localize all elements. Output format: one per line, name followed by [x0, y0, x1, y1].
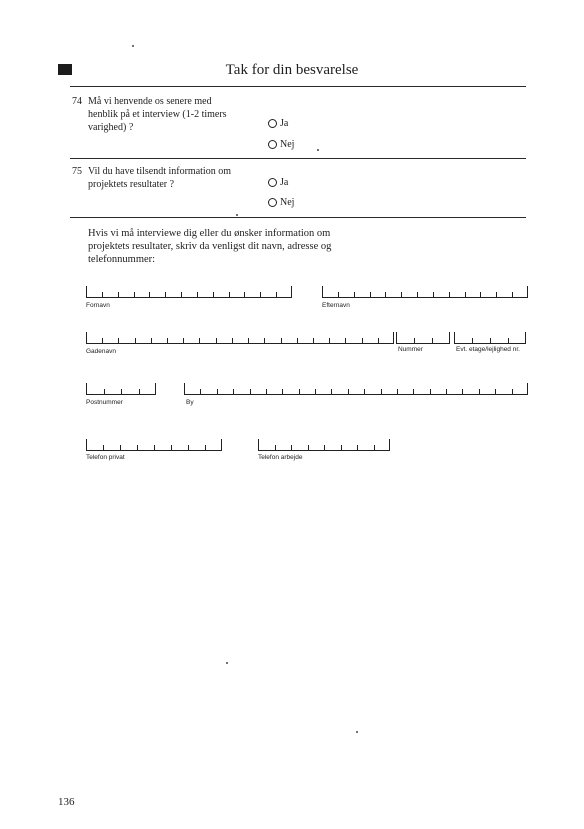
telefon-arbejde-label: Telefon arbejde: [258, 454, 303, 461]
field-tick: [266, 389, 267, 394]
field-tick: [446, 389, 447, 394]
field-tick: [205, 445, 206, 450]
question-75-text: Vil du have tilsendt information om projektets resultater ?: [88, 166, 231, 190]
field-tick: [135, 338, 136, 343]
question-74-text: Må vi henvende os senere med henblik på et interview (1-2 timers varighed) ?: [88, 96, 227, 133]
field-tick: [216, 338, 217, 343]
option-label: Nej: [280, 197, 295, 208]
ink-speck: [317, 149, 319, 151]
question-74-number: 74: [72, 96, 82, 107]
scan-speck: [236, 214, 238, 216]
radio-circle-icon[interactable]: [268, 198, 277, 207]
efternavn-label: Efternavn: [322, 302, 350, 309]
field-tick: [233, 389, 234, 394]
field-tick: [244, 292, 245, 297]
postnummer-field[interactable]: [86, 383, 156, 395]
field-tick: [496, 292, 497, 297]
etage-field[interactable]: [454, 332, 526, 344]
field-tick: [512, 389, 513, 394]
by-label: By: [186, 399, 194, 406]
option-label: Ja: [280, 177, 289, 188]
field-tick: [324, 445, 325, 450]
field-tick: [472, 338, 473, 343]
field-tick: [197, 292, 198, 297]
field-tick: [381, 389, 382, 394]
field-tick: [490, 338, 491, 343]
field-tick: [495, 389, 496, 394]
field-tick: [414, 338, 415, 343]
page-title: Tak for din besvarelse: [225, 62, 359, 78]
field-tick: [232, 338, 233, 343]
field-tick: [183, 338, 184, 343]
fornavn-field[interactable]: [86, 286, 292, 298]
radio-circle-icon[interactable]: [268, 140, 277, 149]
contact-instructions: Hvis vi må interviewe dig eller du ønsker information om projektets resultater, skriv da venligst dit navn, adresse og telefonnummer:: [88, 228, 332, 265]
field-tick: [213, 292, 214, 297]
field-tick: [512, 292, 513, 297]
field-tick: [374, 445, 375, 450]
field-tick: [341, 445, 342, 450]
field-tick: [281, 338, 282, 343]
field-tick: [199, 338, 200, 343]
field-tick: [248, 338, 249, 343]
gadenavn-field[interactable]: [86, 332, 394, 344]
fornavn-label: Fornavn: [86, 302, 110, 309]
question-74-option-nej[interactable]: [268, 139, 294, 150]
page-number: 136: [58, 796, 75, 808]
field-tick: [308, 445, 309, 450]
field-tick: [370, 292, 371, 297]
field-tick: [260, 292, 261, 297]
field-tick: [449, 292, 450, 297]
field-tick: [151, 338, 152, 343]
field-tick: [250, 389, 251, 394]
scan-speck: [226, 662, 228, 664]
field-tick: [430, 389, 431, 394]
field-tick: [508, 338, 509, 343]
divider-74: [70, 158, 526, 159]
telefon-privat-field[interactable]: [86, 439, 222, 451]
postnummer-label: Postnummer: [86, 399, 123, 406]
field-tick: [362, 338, 363, 343]
field-tick: [315, 389, 316, 394]
etage-label: Evt. etage/lejlighed nr.: [456, 346, 520, 353]
field-tick: [357, 445, 358, 450]
field-tick: [118, 292, 119, 297]
field-tick: [120, 445, 121, 450]
field-tick: [462, 389, 463, 394]
telefon-privat-label: Telefon privat: [86, 454, 125, 461]
radio-circle-icon[interactable]: [268, 119, 277, 128]
field-tick: [354, 292, 355, 297]
field-tick: [137, 445, 138, 450]
divider-75: [70, 217, 526, 218]
field-tick: [338, 292, 339, 297]
field-tick: [432, 338, 433, 343]
field-tick: [149, 292, 150, 297]
field-tick: [479, 389, 480, 394]
field-tick: [154, 445, 155, 450]
field-tick: [104, 389, 105, 394]
field-tick: [264, 338, 265, 343]
field-tick: [291, 445, 292, 450]
field-tick: [345, 338, 346, 343]
question-75-number: 75: [72, 166, 82, 177]
field-tick: [200, 389, 201, 394]
gadenavn-label: Gadenavn: [86, 348, 116, 355]
field-tick: [275, 445, 276, 450]
field-tick: [229, 292, 230, 297]
question-74-option-ja[interactable]: [268, 118, 288, 129]
field-tick: [329, 338, 330, 343]
field-tick: [348, 389, 349, 394]
field-tick: [282, 389, 283, 394]
option-label: Nej: [280, 139, 295, 150]
field-tick: [433, 292, 434, 297]
field-tick: [364, 389, 365, 394]
field-tick: [102, 292, 103, 297]
nummer-field[interactable]: [396, 332, 450, 344]
field-tick: [397, 389, 398, 394]
field-tick: [103, 445, 104, 450]
field-tick: [480, 292, 481, 297]
nummer-label: Nummer: [398, 346, 423, 353]
field-tick: [299, 389, 300, 394]
telefon-arbejde-field[interactable]: [258, 439, 390, 451]
scan-speck: [132, 45, 134, 47]
field-tick: [181, 292, 182, 297]
scan-speck: [356, 731, 358, 733]
field-tick: [171, 445, 172, 450]
field-tick: [331, 389, 332, 394]
divider-top: [70, 86, 526, 87]
field-tick: [139, 389, 140, 394]
field-tick: [217, 389, 218, 394]
field-tick: [188, 445, 189, 450]
efternavn-field[interactable]: [322, 286, 528, 298]
field-tick: [134, 292, 135, 297]
field-tick: [313, 338, 314, 343]
question-75-option-nej[interactable]: [268, 197, 294, 208]
field-tick: [276, 292, 277, 297]
field-tick: [102, 338, 103, 343]
option-label: Ja: [280, 118, 289, 129]
field-tick: [121, 389, 122, 394]
field-tick: [417, 292, 418, 297]
radio-circle-icon[interactable]: [268, 178, 277, 187]
field-tick: [385, 292, 386, 297]
field-tick: [118, 338, 119, 343]
field-tick: [378, 338, 379, 343]
by-field[interactable]: [184, 383, 528, 395]
field-tick: [165, 292, 166, 297]
field-tick: [465, 292, 466, 297]
field-tick: [297, 338, 298, 343]
field-tick: [413, 389, 414, 394]
field-tick: [401, 292, 402, 297]
field-tick: [167, 338, 168, 343]
question-75-option-ja[interactable]: [268, 177, 288, 188]
